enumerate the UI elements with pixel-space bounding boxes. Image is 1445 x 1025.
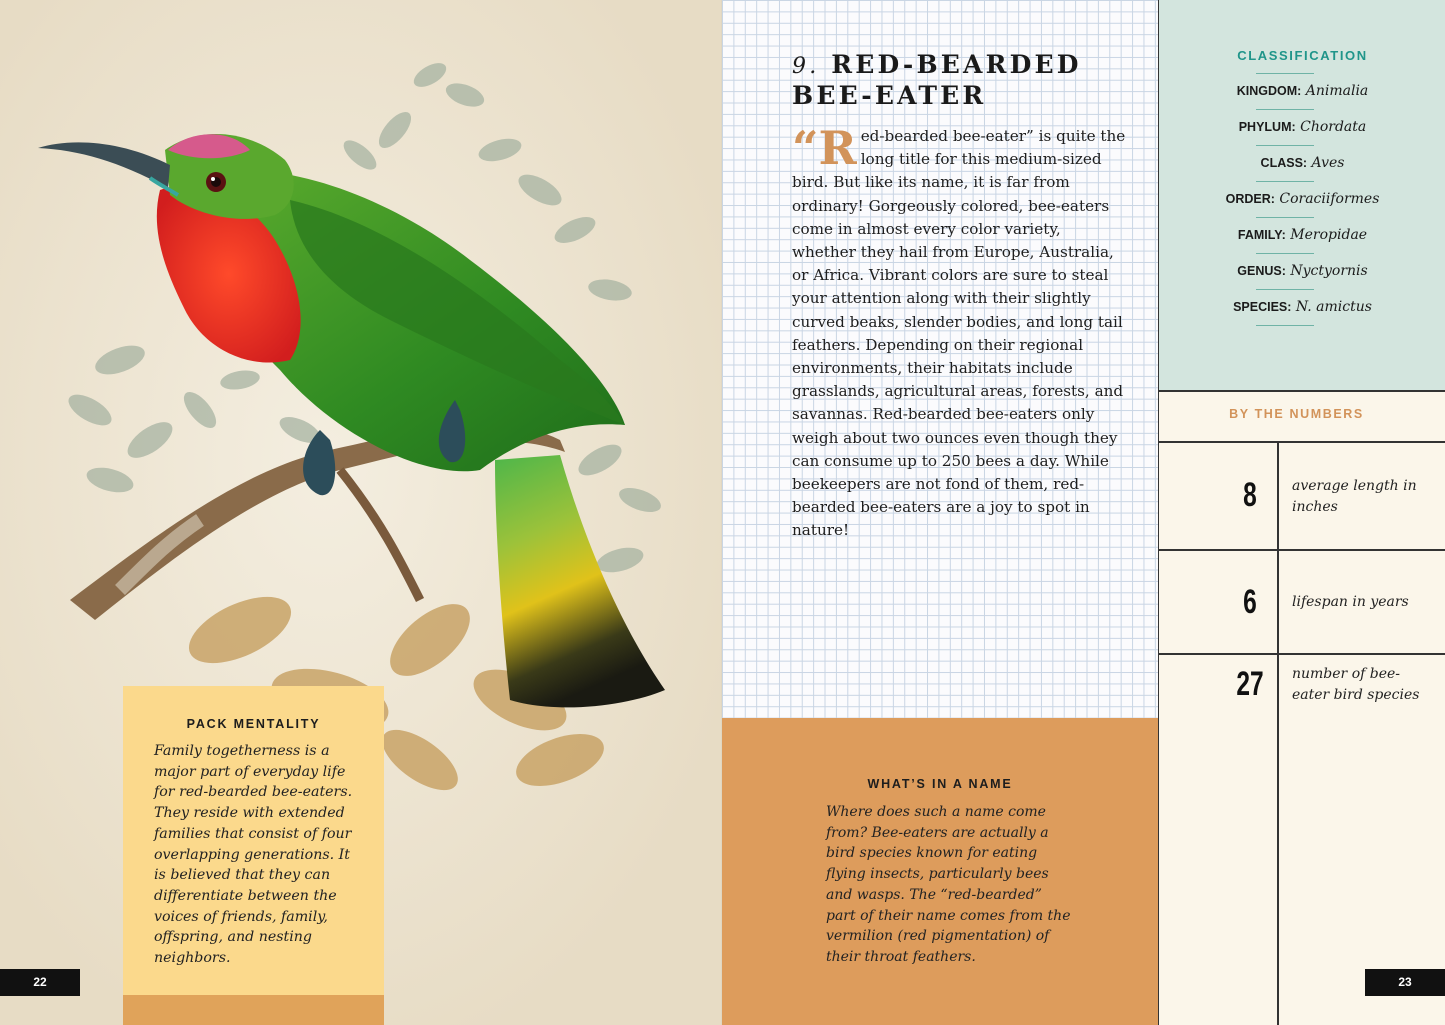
divider	[1256, 73, 1314, 74]
left-page	[0, 0, 722, 1025]
divider	[1256, 217, 1314, 218]
classification-row: KINGDOM: Animalia	[1236, 83, 1369, 99]
classification-panel	[1158, 0, 1445, 390]
divider	[1256, 325, 1314, 326]
whats-in-a-name-title: WHAT’S IN A NAME	[867, 777, 1013, 791]
divider	[1158, 653, 1445, 655]
divider	[1256, 109, 1314, 110]
stat-value: 27	[1236, 665, 1264, 703]
whats-in-a-name-box	[722, 718, 1158, 1025]
classification-row: SPECIES: N. amictus	[1233, 299, 1372, 315]
divider	[1256, 253, 1314, 254]
divider	[1256, 181, 1314, 182]
classification-row: PHYLUM: Chordata	[1238, 119, 1367, 135]
classification-row: ORDER: Coraciiformes	[1225, 191, 1380, 207]
pack-mentality-text: Family togetherness is a major part of everyday life for red-bearded bee-eaters. They reside with extended families that consist of four overlapping generations. It is believed that they can differentiate between the voices of friends, family, offspring, and nesting neighbors.	[154, 743, 353, 967]
by-the-numbers-heading: BY THE NUMBERS	[1229, 407, 1364, 421]
stat-value: 8	[1243, 476, 1257, 514]
classification-heading: CLASSIFICATION	[1237, 48, 1368, 63]
stat-label: average length in inches	[1292, 478, 1417, 515]
drop-cap: “R	[792, 121, 857, 175]
decorative-pattern	[123, 995, 384, 1025]
divider	[1158, 549, 1445, 551]
divider	[1277, 441, 1279, 1025]
pack-mentality-box	[123, 686, 384, 1025]
divider	[1158, 390, 1445, 392]
page-number-left: 22	[0, 969, 80, 996]
article-body-text: ed-bearded bee-eater” is quite the long title for this medium-sized bird. But like its name, it is far from ordinary! Gorgeously colored, bee-eaters come in almost every color variety, whether they hail from Europe, Australia, or Africa. Vibrant colors are sure to steal your attention along with their slightly curved beaks, slender bodies, and long tail feathers. Depending on their regional environments, their habitats include grasslands, agricultural areas, forests, and savannas. Red-bearded bee-eaters only weigh about two ounces even though they can consume up to 250 bees a day. While beekeepers are not fond of them, red-bearded bee-eaters are a joy to spot in nature!	[792, 127, 1126, 540]
article-body	[792, 121, 1128, 543]
title-line-1: RED-BEARDED	[831, 50, 1082, 79]
classification-row: FAMILY: Meropidae	[1237, 227, 1368, 243]
title-line-2: BEE-EATER	[792, 81, 987, 110]
divider	[1256, 289, 1314, 290]
stat-value: 6	[1243, 583, 1257, 621]
stat-label: lifespan in years	[1292, 594, 1409, 610]
stat-label: number of bee-eater bird species	[1292, 666, 1420, 703]
article-number: 9.	[792, 54, 820, 79]
article-title	[792, 50, 1132, 110]
classification-row: GENUS: Nyctyornis	[1237, 263, 1368, 279]
whats-in-a-name-text: Where does such a name come from? Bee-eaters are actually a bird species known for eating flying insects, particularly bees and wasps. The “red-bearded” part of their name comes from the vermilion (red pigmentation) of their throat feathers.	[826, 804, 1071, 965]
divider	[1158, 441, 1445, 443]
page-number-right: 23	[1365, 969, 1445, 996]
classification-row: CLASS: Aves	[1260, 155, 1345, 171]
pack-mentality-title: PACK MENTALITY	[186, 717, 321, 731]
divider	[1256, 145, 1314, 146]
